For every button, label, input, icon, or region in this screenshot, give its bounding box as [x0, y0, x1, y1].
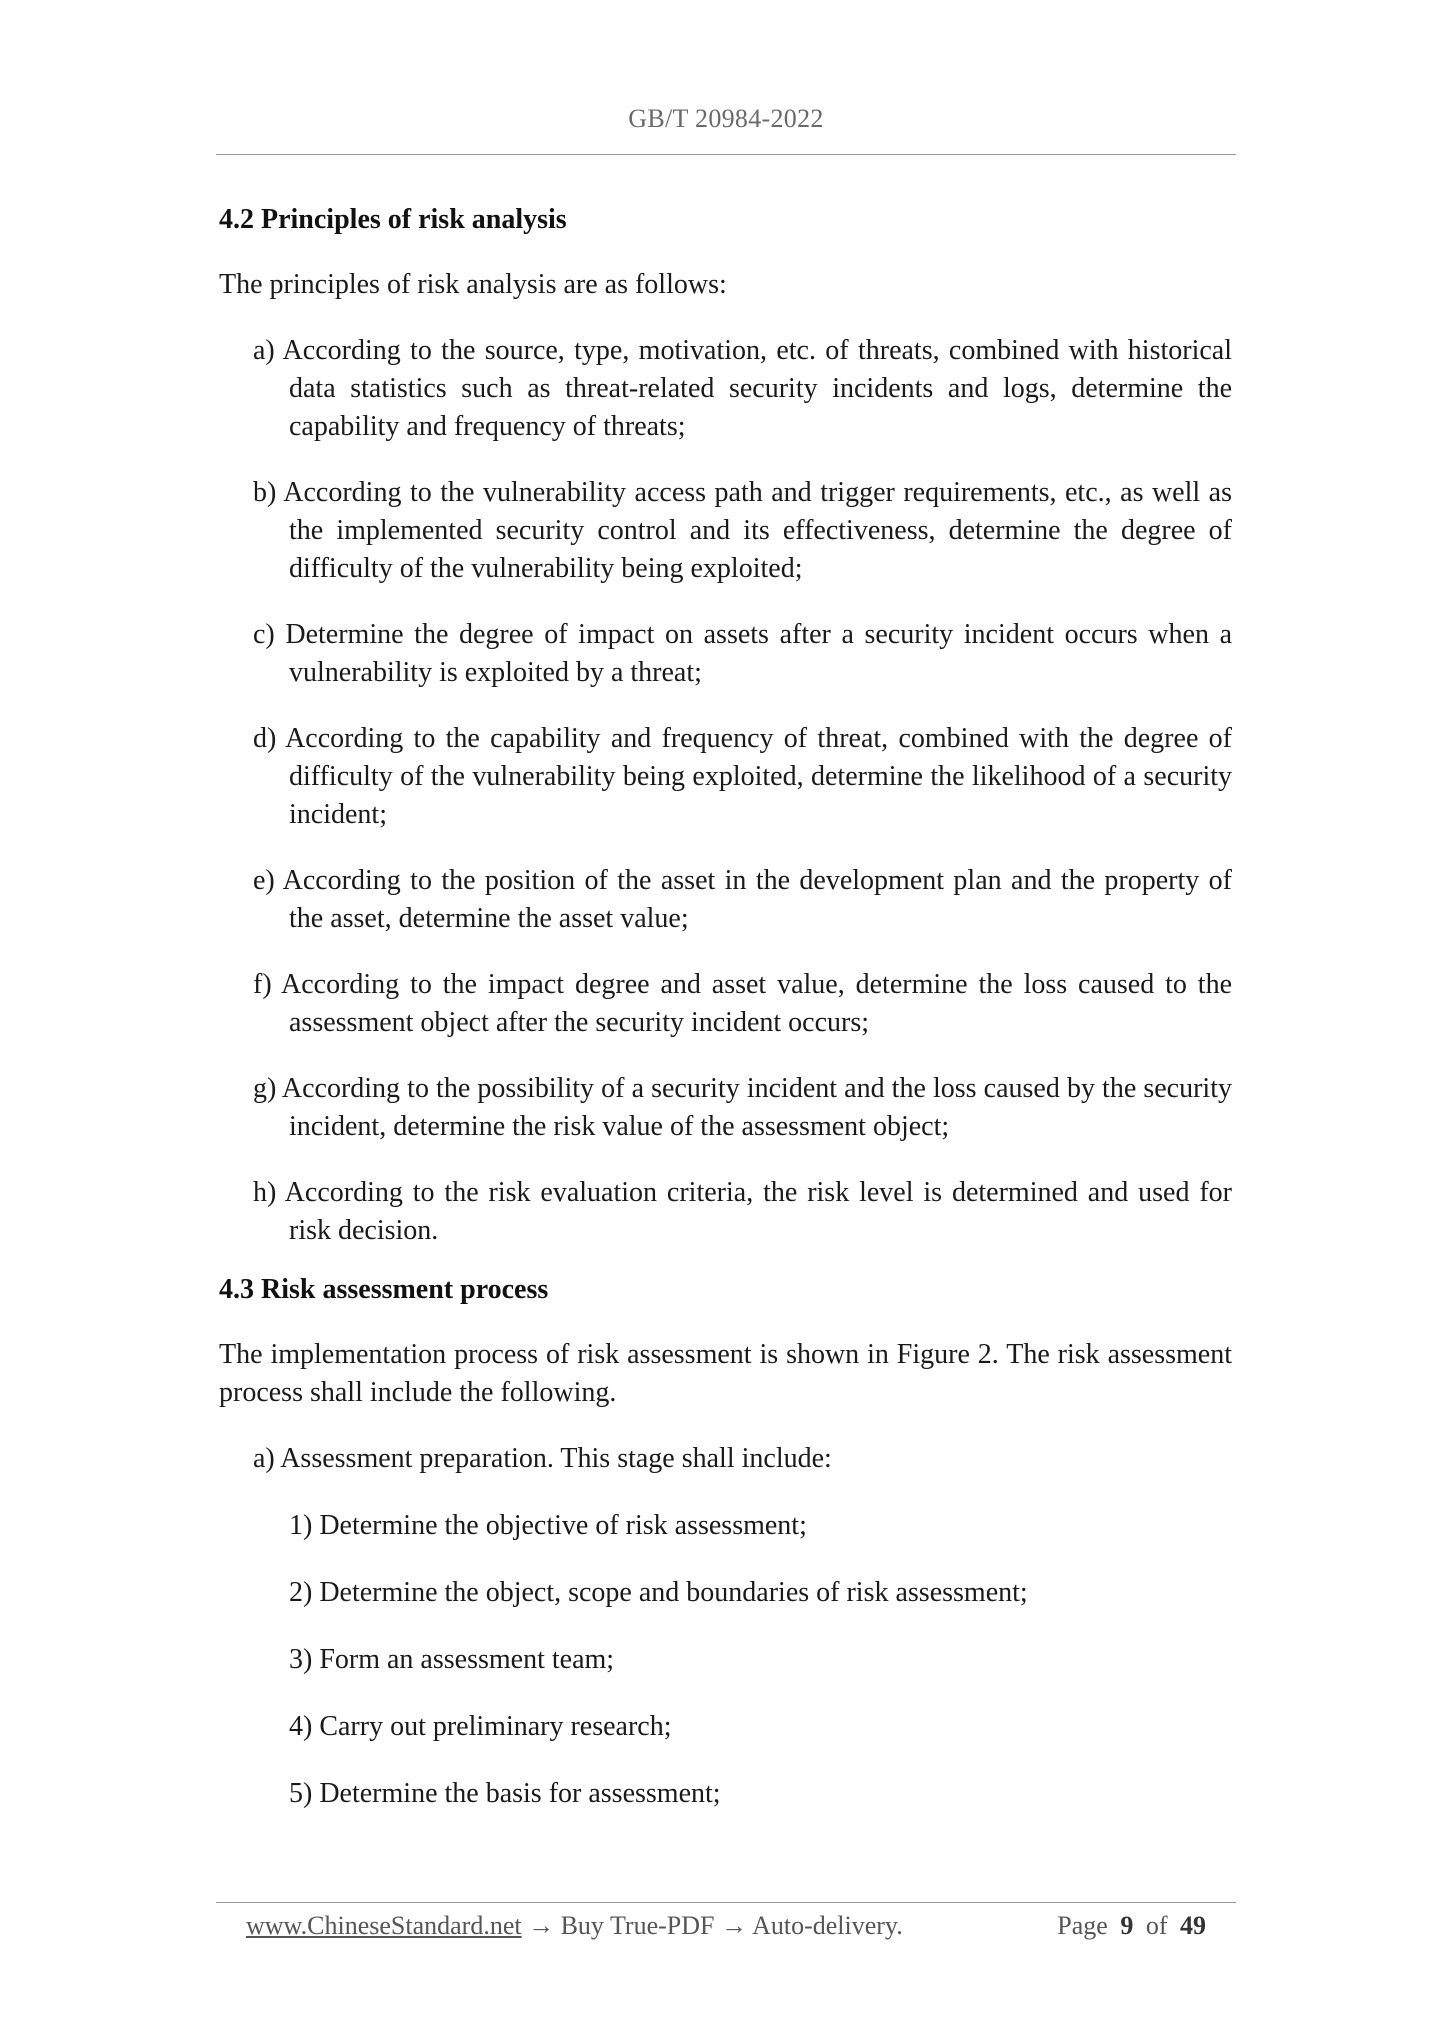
footer-promo: [246, 1906, 903, 1946]
principle-item-f: f) According to the impact degree and asset value, determine the loss caused to the assessment object after the security incident occurs;: [253, 969, 1232, 1038]
principle-item-e: e) According to the position of the asset in the development plan and the property of the asset, determine the asset value;: [253, 865, 1232, 934]
page-body: [219, 196, 1232, 1842]
prep-sub-item-5: 5) Determine the basis for assessment;: [289, 1778, 721, 1809]
auto-delivery-text: Auto-delivery.: [752, 1911, 903, 1940]
principle-item-a: a) According to the source, type, motivation, etc. of threats, combined with historical data statistics such as threat-related security incidents and logs, determine the capability and frequency of threats;: [253, 335, 1232, 442]
page-footer: [216, 1906, 1236, 1946]
of-label: of: [1145, 1911, 1168, 1940]
website-link[interactable]: www.ChineseStandard.net: [246, 1911, 522, 1940]
prep-sub-item-1: 1) Determine the objective of risk assessment;: [289, 1510, 807, 1541]
buy-true-pdf-text: Buy True-PDF: [560, 1911, 715, 1940]
arrow-right-icon: →: [721, 1911, 747, 1940]
document-id-header: GB/T 20984-2022: [628, 104, 824, 133]
principle-item-h: h) According to the risk evaluation criteria, the risk level is determined and used for risk decision.: [253, 1177, 1232, 1246]
footer-divider: [216, 1902, 1236, 1903]
principle-item-c: c) Determine the degree of impact on assets after a security incident occurs when a vulnerability is exploited by a threat;: [253, 619, 1232, 688]
section-4-2-intro: The principles of risk analysis are as follows:: [219, 269, 727, 300]
total-pages: 49: [1180, 1911, 1206, 1940]
current-page: 9: [1120, 1911, 1134, 1940]
section-4-3-intro: The implementation process of risk assessment is shown in Figure 2. The risk assessment process shall include the following.: [219, 1339, 1232, 1408]
arrow-right-icon: →: [528, 1911, 555, 1940]
section-heading-4-3: 4.3 Risk assessment process: [219, 1274, 549, 1305]
page-number: [1057, 1906, 1212, 1946]
prep-sub-item-4: 4) Carry out preliminary research;: [289, 1711, 672, 1742]
principle-item-g: g) According to the possibility of a security incident and the loss caused by the security incident, determine the risk value of the assessment object;: [253, 1073, 1232, 1142]
prep-sub-item-2: 2) Determine the object, scope and boundaries of risk assessment;: [289, 1577, 1028, 1608]
principle-item-b: b) According to the vulnerability access path and trigger requirements, etc., as well as the implemented security control and its effectiveness, determine the degree of difficulty of the vulnerability being exploited;: [253, 477, 1232, 584]
page-label: Page: [1057, 1911, 1108, 1940]
principle-item-d: d) According to the capability and frequency of threat, combined with the degree of difficulty of the vulnerability being exploited, determine the likelihood of a security incident;: [253, 723, 1232, 830]
prep-sub-item-3: 3) Form an assessment team;: [289, 1644, 615, 1675]
section-heading-4-2: 4.2 Principles of risk analysis: [219, 204, 567, 235]
process-item-a: a) Assessment preparation. This stage shall include:: [253, 1443, 832, 1474]
header-divider: [216, 154, 1236, 155]
